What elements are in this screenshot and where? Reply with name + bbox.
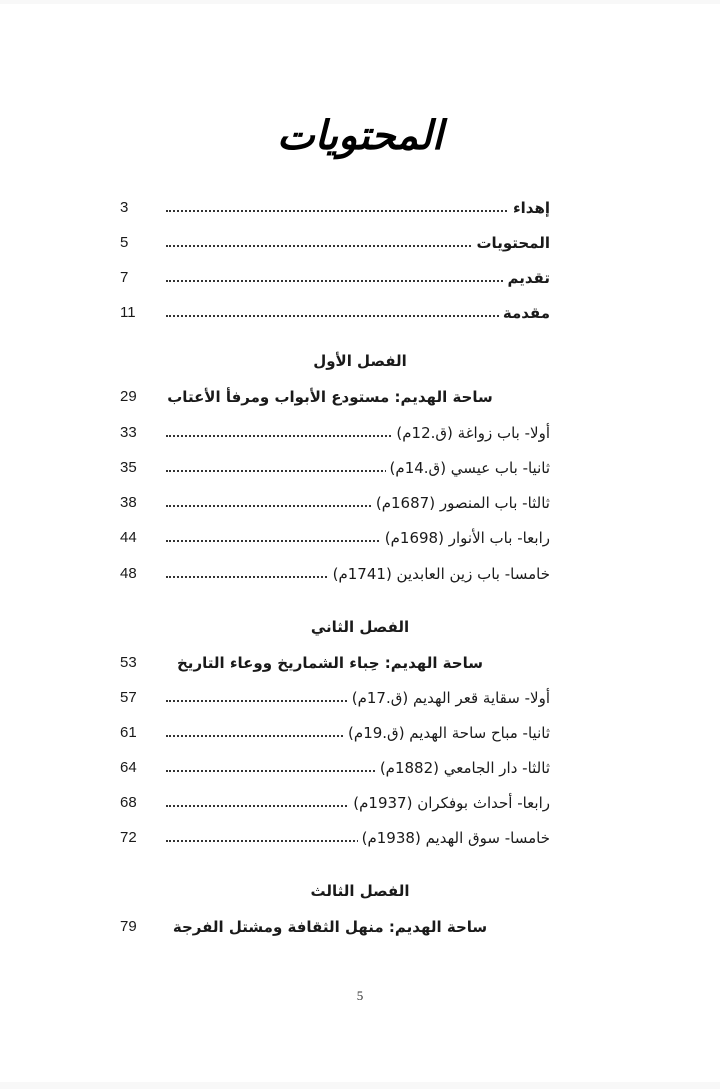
leader-dots [166,315,550,317]
toc-entry-page: 61 [120,724,137,741]
toc-entry-label: رابعا- باب الأنوار (1698م) [381,526,550,550]
toc-entry-page: 11 [120,304,136,321]
toc-entry-label: خامسا- باب زين العابدين (1741م) [329,562,550,586]
toc-entry-label: المحتويات [472,231,550,255]
toc-entry [120,301,550,325]
section-page: 29 [120,388,137,405]
toc-entry-label: ثالثا- دار الجامعي (1882م) [376,756,550,780]
chapter-heading: الفصل الثاني [310,618,410,636]
section-page: 53 [120,654,137,671]
toc-entry-page: 7 [120,269,129,286]
toc-entry [120,196,550,220]
toc-entry [120,266,550,290]
section-title: ساحة الهديم: مستودع الأبواب ومرفأ الأعتاب [167,388,493,406]
section-title-row [120,651,550,675]
page-number: 5 [356,988,364,1003]
toc-entry-page: 44 [120,529,137,546]
section-title: ساحة الهديم: منهل الثقافة ومشتل الفرجة [172,918,488,936]
section-page: 79 [120,918,137,935]
toc-entry [120,421,550,445]
toc-entry [120,826,550,850]
toc-entry-page: 3 [120,199,129,216]
toc-entry-label: تقديم [504,266,551,290]
toc-entry-page: 5 [120,234,129,251]
toc-entry-label: أولا- سقاية قعر الهديم (ق.17م) [348,686,550,710]
toc-entry [120,231,550,255]
toc-entry-page: 35 [120,459,137,476]
toc-entry [120,456,550,480]
toc-entry-page: 57 [120,689,137,706]
toc-entry [120,491,550,515]
leader-dots [166,280,550,282]
toc-entry-page: 64 [120,759,137,776]
toc-entry [120,756,550,780]
toc-entry-label: خامسا- سوق الهديم (1938م) [358,826,550,850]
toc-entry-label: ثالثا- باب المنصور (1687م) [372,491,550,515]
page-title: المحتويات [277,112,443,159]
toc-entry [120,791,550,815]
toc-entry [120,562,550,586]
toc-entry-label: إهداء [509,196,550,220]
toc-entry-page: 33 [120,424,137,441]
toc-entry-label: رابعا- أحداث بوفكران (1937م) [349,791,550,815]
toc-entry [120,721,550,745]
section-title-row [120,915,550,939]
toc-entry-label: ثانيا- مباح ساحة الهديم (ق.19م) [344,721,550,745]
leader-dots [166,210,550,212]
toc-entry-page: 48 [120,565,137,582]
toc-entry-label: أولا- باب زواغة (ق.12م) [392,421,550,445]
toc-entry-label: مقدمة [499,301,550,325]
chapter-heading: الفصل الأول [313,352,407,370]
book-page [0,4,720,1082]
section-title-row [120,385,550,409]
toc-entry [120,686,550,710]
toc-entry-page: 72 [120,829,137,846]
section-title: ساحة الهديم: حِباء الشماريخ ووعاء التاريخ [177,654,483,672]
toc-entry-label: ثانيا- باب عيسي (ق.14م) [386,456,550,480]
toc-entry-page: 68 [120,794,137,811]
chapter-heading: الفصل الثالث [310,882,410,900]
toc-entry [120,526,550,550]
toc-entry-page: 38 [120,494,137,511]
